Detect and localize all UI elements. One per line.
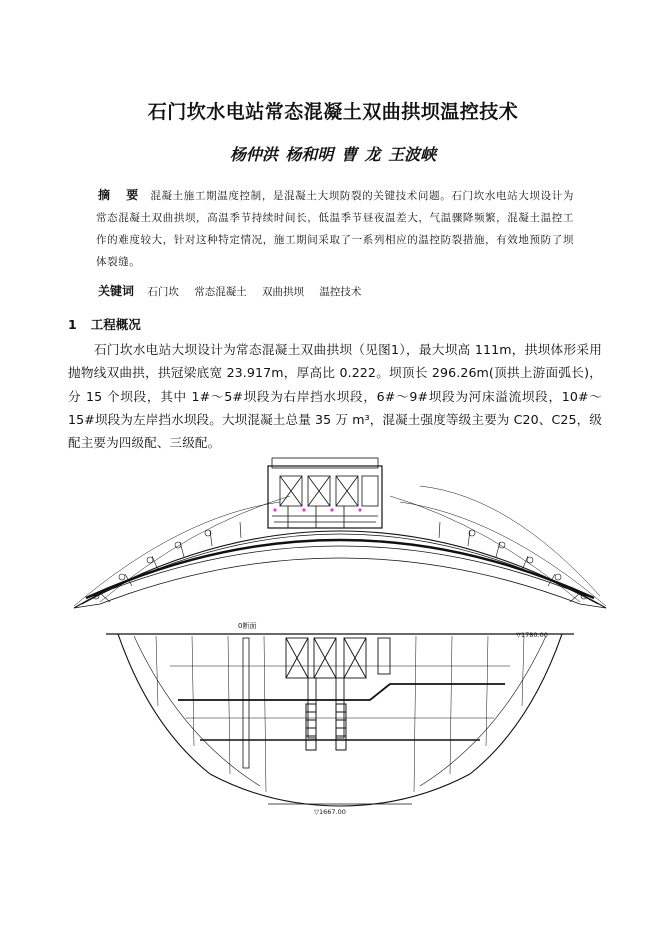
keywords-block xyxy=(98,283,574,300)
keywords-label: 关键词 xyxy=(98,284,135,298)
abstract-text: 混凝土施工期温度控制，是混凝土大坝防裂的关键技术问题。石门坎水电站大坝设计为常态混凝土双曲拱坝，高温季节持续时间长，低温季节昼夜温差大，气温骤降频繁，混凝土温控工作的难度较大，针对这种特定情况，施工期间采取了一系列相应的温控防裂措施，有效地预防了坝体裂缝。 xyxy=(96,190,574,268)
keyword: 温控技术 xyxy=(319,286,362,298)
section-paragraph: 石门坎水电站大坝设计为常态混凝土双曲拱坝（见图1），最大坝高 111m，拱坝体形采用抛物线双曲拱，拱冠梁底宽 23.917m，厚高比 0.222。坝顶长 296.26m(顶拱上游面弧长)，分 15 个坝段，其中 1#～5#坝段为右岸挡水坝段，6#～9#坝段为河床溢流坝段，10#～15#坝段为左岸挡水坝段。大坝混凝土总量 35 万 m³，混凝土强度等级主要为 C20、C25，级配主要为四级配、三级配。 xyxy=(68,342,602,451)
paper-title: 石门坎水电站常态混凝土双曲拱坝温控技术 xyxy=(147,101,519,123)
section-title: 工程概况 xyxy=(90,317,141,332)
keyword: 双曲拱坝 xyxy=(262,286,305,298)
keyword: 常态混凝土 xyxy=(194,286,247,298)
dam-drawing-figure xyxy=(60,456,620,826)
dam-drawing xyxy=(60,456,620,826)
author-list: 杨仲洪 杨和明 曹 龙 王波峡 xyxy=(229,145,437,164)
section-number: 1 xyxy=(68,317,77,332)
keyword: 石门坎 xyxy=(147,286,179,298)
figure-label-right: ▽1780.00 xyxy=(516,631,548,639)
figure-label-left: 0断面 xyxy=(238,622,257,630)
abstract-block xyxy=(96,184,574,273)
section-heading xyxy=(68,315,141,333)
figure-label-bottom: ▽1667.00 xyxy=(314,808,346,816)
abstract-label: 摘 要 xyxy=(98,188,145,202)
